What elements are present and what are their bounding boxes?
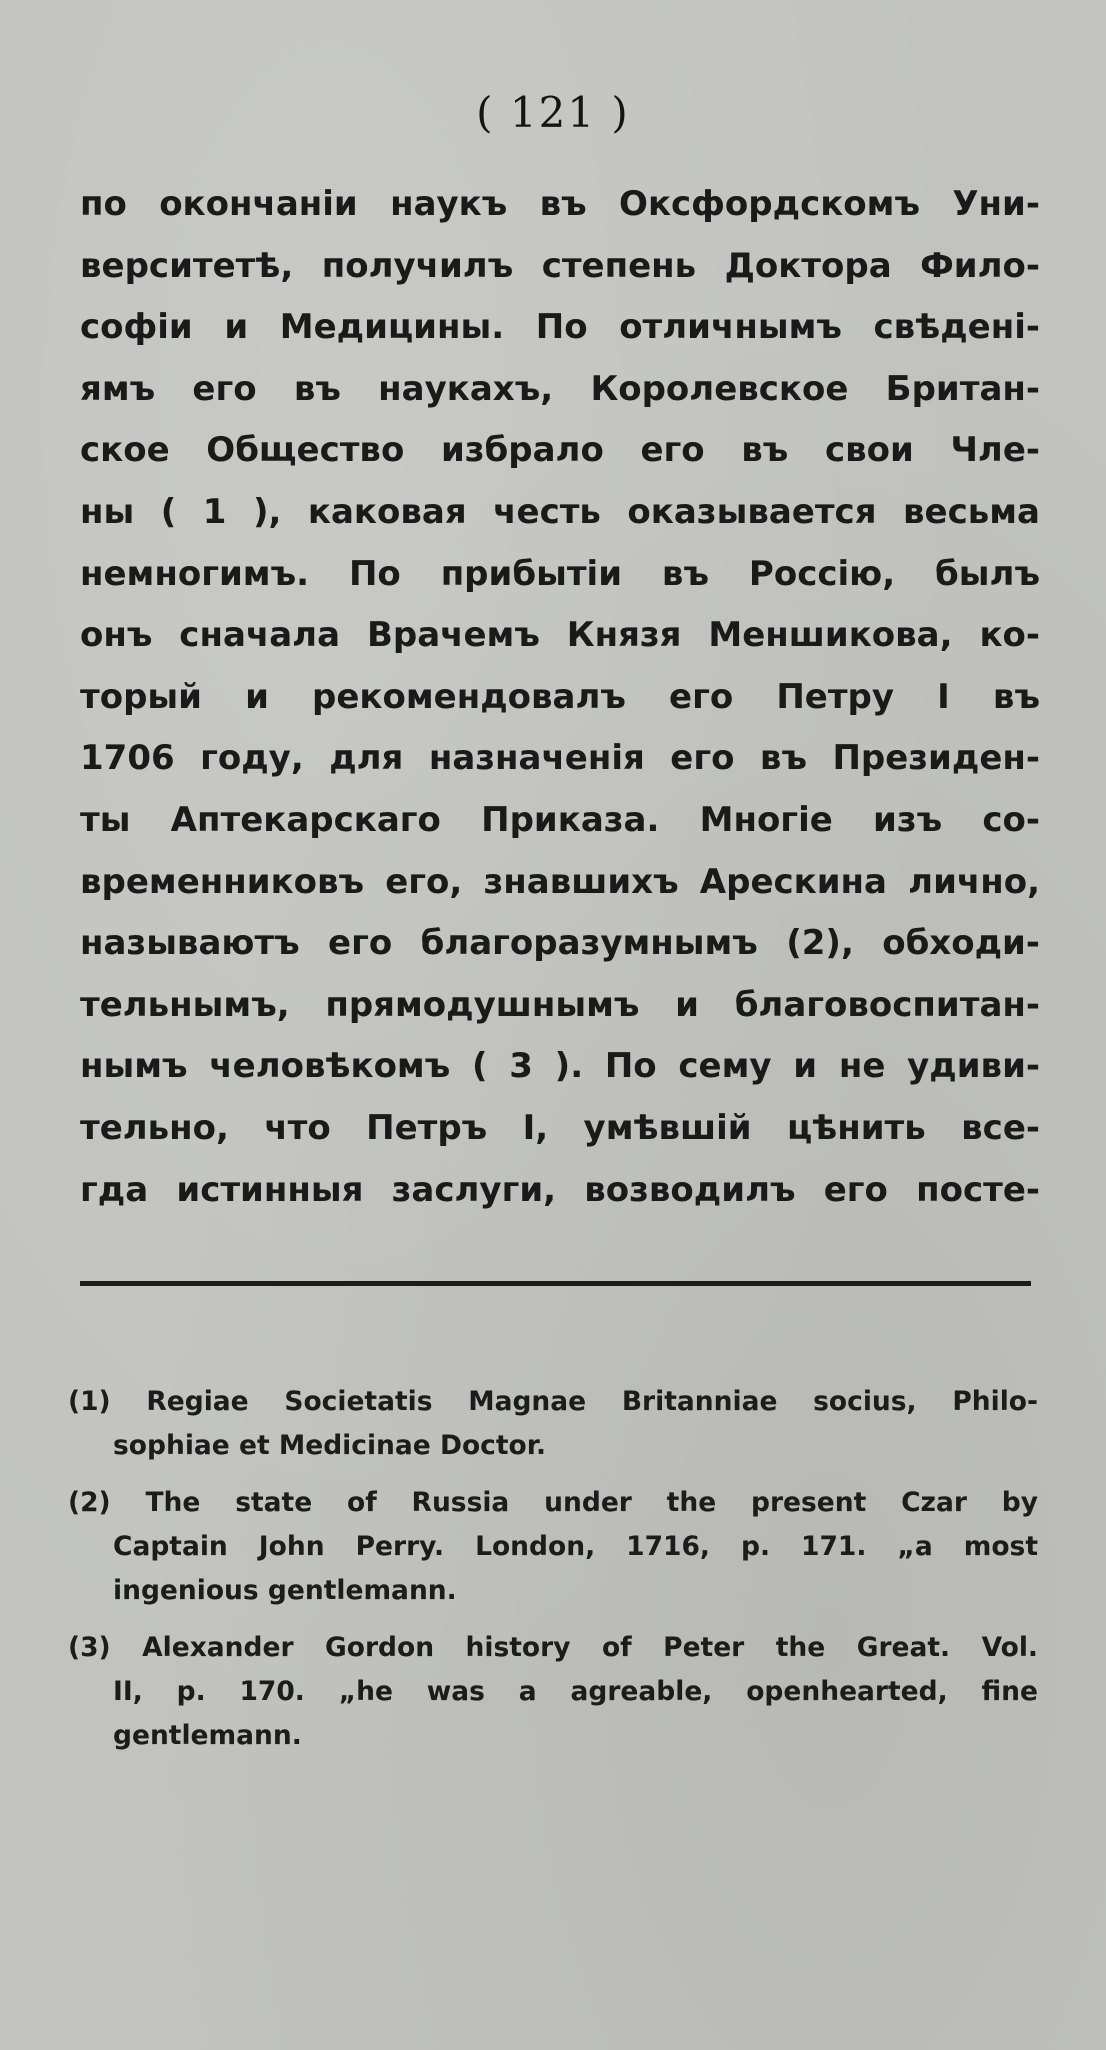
footnote-1 — [68, 1380, 1038, 1468]
body-line: тельно, что Петръ I, умѣвшій цѣнить все- — [80, 1107, 1040, 1148]
body-line: торый и рекомендовалъ его Петру I въ — [80, 676, 1040, 717]
body-line: ское Общество избрало его въ свои Чле- — [80, 430, 1040, 471]
footnote-line: (1) Regiae Societatis Magnae Britanniae socius, Philo- — [68, 1386, 1038, 1417]
footnote-line: gentlemann. — [113, 1720, 302, 1751]
body-line: ты Аптекарскаго Приказа. Многіе изъ со- — [80, 799, 1040, 840]
body-line: 1706 году, для назначенія его въ Президен- — [80, 738, 1040, 779]
footnote-line: (2) The state of Russia under the present Czar by — [68, 1487, 1038, 1518]
footnote-line: Captain John Perry. London, 1716, p. 171. „a most — [113, 1531, 1038, 1562]
body-line: ямъ его въ наукахъ, Королевское Британ- — [80, 368, 1040, 409]
body-line: онъ сначала Врачемъ Князя Меншикова, ко- — [80, 615, 1040, 656]
body-line: нымъ человѣкомъ ( 3 ). По сему и не удиви- — [80, 1046, 1040, 1087]
body-line: ны ( 1 ), каковая честь оказывается весьма — [80, 491, 1040, 532]
body-line: гда истинныя заслуги, возводилъ его посте- — [80, 1169, 1040, 1210]
footnote-line: II, p. 170. „he was a agreable, openhearted, fine — [113, 1676, 1038, 1707]
body-line: немногимъ. По прибытіи въ Россію, былъ — [80, 553, 1040, 594]
body-line: верситетѣ, получилъ степень Доктора Фило- — [80, 245, 1040, 286]
footnote-line: (3) Alexander Gordon history of Peter the Great. Vol. — [68, 1632, 1038, 1663]
body-line: по окончаніи наукъ въ Оксфордскомъ Уни- — [80, 184, 1040, 224]
body-text — [80, 174, 1040, 1221]
footnote-2 — [68, 1481, 1038, 1613]
footnote-3 — [68, 1626, 1038, 1758]
body-line: временниковъ его, знавшихъ Арескина лично, — [80, 861, 1040, 902]
body-line: называютъ его благоразумнымъ (2), обходи- — [80, 923, 1040, 964]
footnote-line: sophiae et Medicinae Doctor. — [113, 1430, 547, 1461]
page-number: ( 121 ) — [476, 88, 630, 137]
footnotes — [68, 1380, 1038, 1771]
body-line: софіи и Медицины. По отличнымъ свѣдені- — [80, 307, 1040, 348]
footnote-line: ingenious gentlemann. — [113, 1575, 457, 1606]
body-line: тельнымъ, прямодушнымъ и благовоспитан- — [80, 984, 1040, 1025]
footnote-divider — [80, 1281, 1031, 1286]
